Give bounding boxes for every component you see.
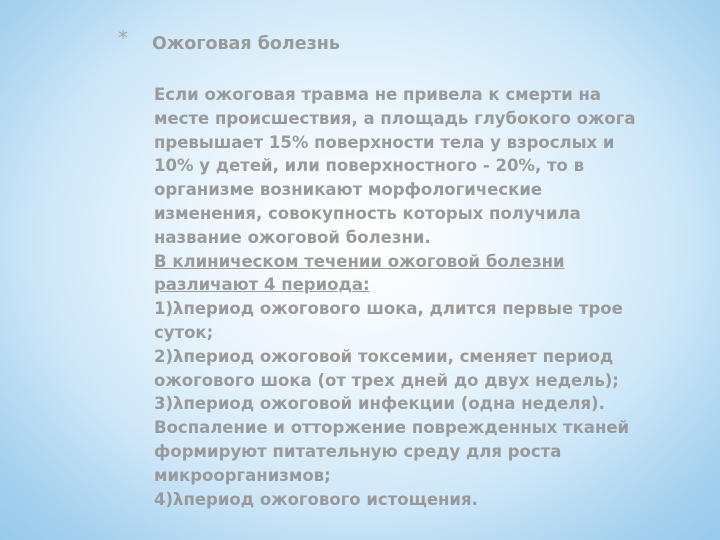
body-line: ожогового шока (от трех дней до двух недель); (154, 370, 619, 390)
body-line: превышает 15% поверхности тела у взрослых и (154, 132, 615, 152)
body-line: 10% у детей, или поверхностного - 20%, то в (154, 156, 585, 176)
body-line: название ожоговой болезни. (154, 227, 431, 247)
underlined-line: различают 4 периода: (154, 275, 370, 295)
body-line: месте происшествия, а площадь глубокого ожога (154, 108, 636, 128)
underlined-line: В клиническом течении ожоговой болезни (154, 251, 565, 271)
body-line: микроорганизмов; (154, 465, 331, 485)
period-item-2: 2)λпериод ожоговой токсемии, сменяет период (154, 346, 614, 366)
period-item-4: 4)λпериод ожогового истощения. (154, 489, 478, 509)
slide-body (154, 83, 704, 511)
period-item-1: 1)λпериод ожогового шока, длится первые трое (154, 299, 623, 319)
period-item-3: 3)λпериод ожоговой инфекции (одна неделя). (154, 394, 605, 414)
body-line: суток; (154, 322, 214, 342)
body-line: Если ожоговая травма не привела к смерти на (154, 85, 602, 104)
body-line: изменения, совокупность которых получила (154, 203, 581, 223)
body-line: формируют питательную среду для роста (154, 441, 562, 461)
body-line: организме возникают морфологические (154, 180, 543, 200)
bullet-asterisk: * (118, 26, 128, 50)
slide-title: Ожоговая болезнь (152, 34, 340, 54)
body-line: Воспаление и отторжение поврежденных тканей (154, 418, 630, 438)
